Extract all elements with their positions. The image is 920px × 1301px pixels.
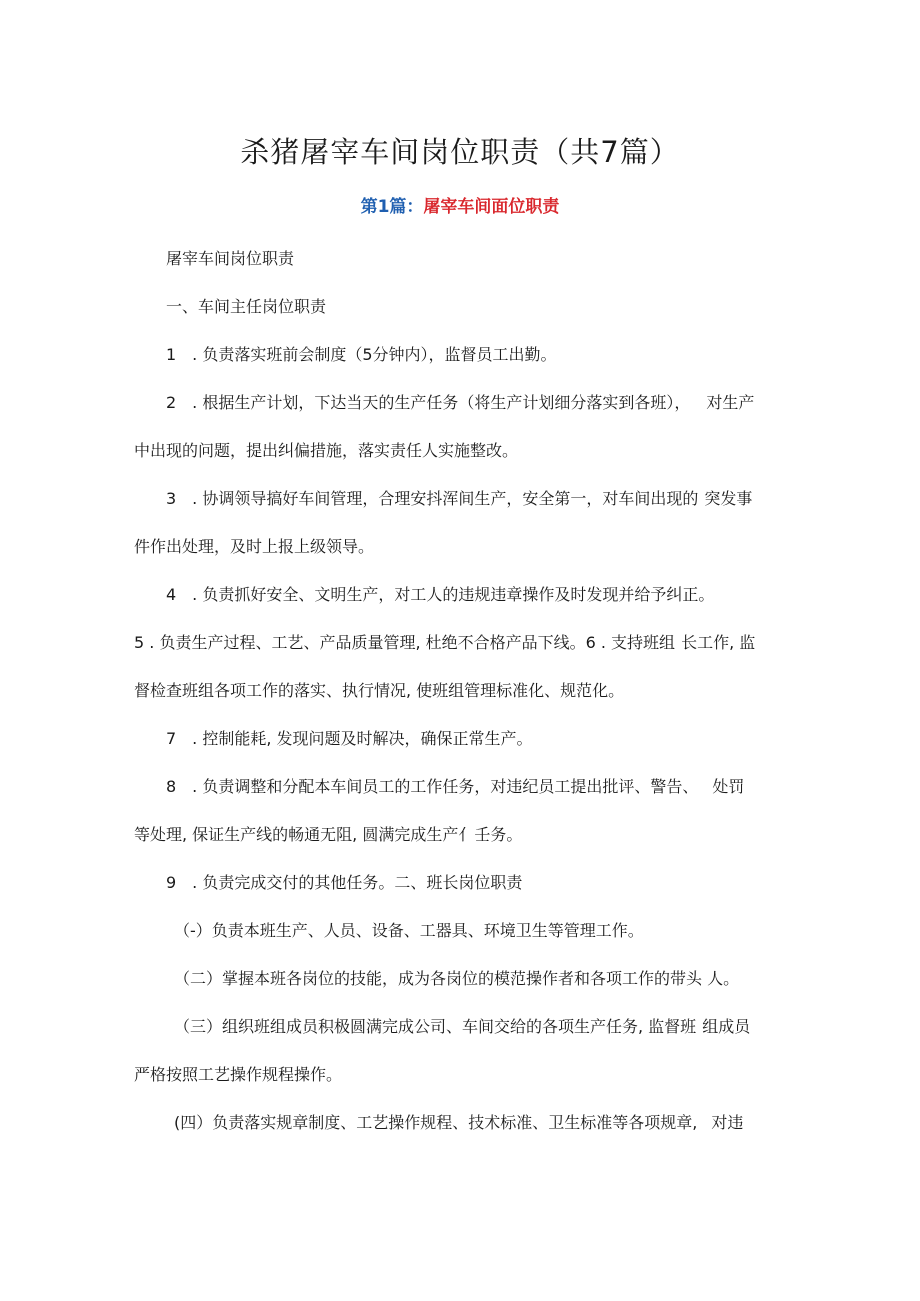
sub-item-4-line-1b: 对违 [711, 1113, 744, 1132]
section-1-heading: 一、车间主任岗位职责 [166, 297, 327, 316]
item-9: 9 . 负责完成交付的其他任务。二、班长岗位职责 [166, 873, 523, 892]
sub-item-4-line-1 [134, 1099, 794, 1147]
sub-item-1: （-）负责本班生产、人员、设备、工器具、环境卫生等管理工作。 [174, 921, 644, 940]
item-1: 1 . 负责落实班前会制度（5分钟内），监督员工出勤。 [166, 345, 557, 364]
item-5-line-1a: 5 . 负责生产过程、工艺、产品质量管理, 杜绝不合格产品下线。6 . 支持班组 [134, 633, 676, 652]
item-4: 4 . 负责抓好安全、文明生产，对工人的违规违章操作及时发现并给予纠正。 [166, 585, 715, 604]
item-3-line-2: 件作出处理，及时上报上级领导。 [134, 537, 375, 556]
document-body [134, 235, 794, 1147]
document-subtitle [0, 192, 920, 217]
item-2-line-1a: 2 . 根据生产计划，下达当天的生产任务（将生产计划细分落实到各班）， [166, 393, 691, 412]
item-5-line-1 [134, 619, 794, 667]
item-2-line-1 [134, 379, 794, 427]
sub-item-4-line-1a: (四）负责落实规章制度、工艺操作规程、技术标准、卫生标准等各项规章, [174, 1113, 698, 1132]
item-5-line-1b: 长工作, 监 [681, 633, 756, 652]
item-7: 7 . 控制能耗, 发现问题及时解决，确保正常生产。 [166, 729, 533, 748]
item-2-line-2: 中出现的问题，提出纠偏措施，落实责任人实施整改。 [134, 441, 519, 460]
sub-item-3-line-1a: （三）组织班组成员积极圆满完成公司、车间交给的各项生产任务, 监督班 [174, 1017, 697, 1036]
subtitle-prefix: 第1篇： [360, 197, 424, 217]
item-8-line-1b: 处罚 [712, 777, 745, 796]
item-8-line-1 [134, 763, 794, 811]
item-5-line-2: 督检查班组各项工作的落实、执行情况, 使班组管理标准化、规范化。 [134, 681, 625, 700]
sub-item-3-line-1 [134, 1003, 794, 1051]
subtitle-main: 屠宰车间面位职责 [423, 197, 560, 217]
item-8-line-2: 等处理, 保证生产线的畅通无阻, 圆满完成生产亻壬务。 [134, 825, 523, 844]
document-title: 杀猪屠宰车间岗位职责（共7篇） [240, 135, 680, 169]
item-8-line-1a: 8 . 负责调整和分配本车间员工的工作任务，对违纪员工提出批评、警告、 [166, 777, 699, 796]
item-3-line-1 [134, 475, 794, 523]
sub-item-3-line-2: 严格按照工艺操作规程操作。 [134, 1065, 343, 1084]
item-3-line-1a: 3 . 协调领导搞好车间管理，合理安抖浑间生产，安全第一，对车间出现的 [166, 489, 699, 508]
section-heading: 屠宰车间岗位职责 [166, 249, 295, 268]
item-2-line-1b: 对生产 [706, 393, 755, 412]
item-3-line-1b: 突发事 [704, 489, 753, 508]
sub-item-2: （二）掌握本班各岗位的技能，成为各岗位的模范操作者和各项工作的带头 人。 [174, 969, 740, 988]
sub-item-3-line-1b: 组成员 [702, 1017, 751, 1036]
